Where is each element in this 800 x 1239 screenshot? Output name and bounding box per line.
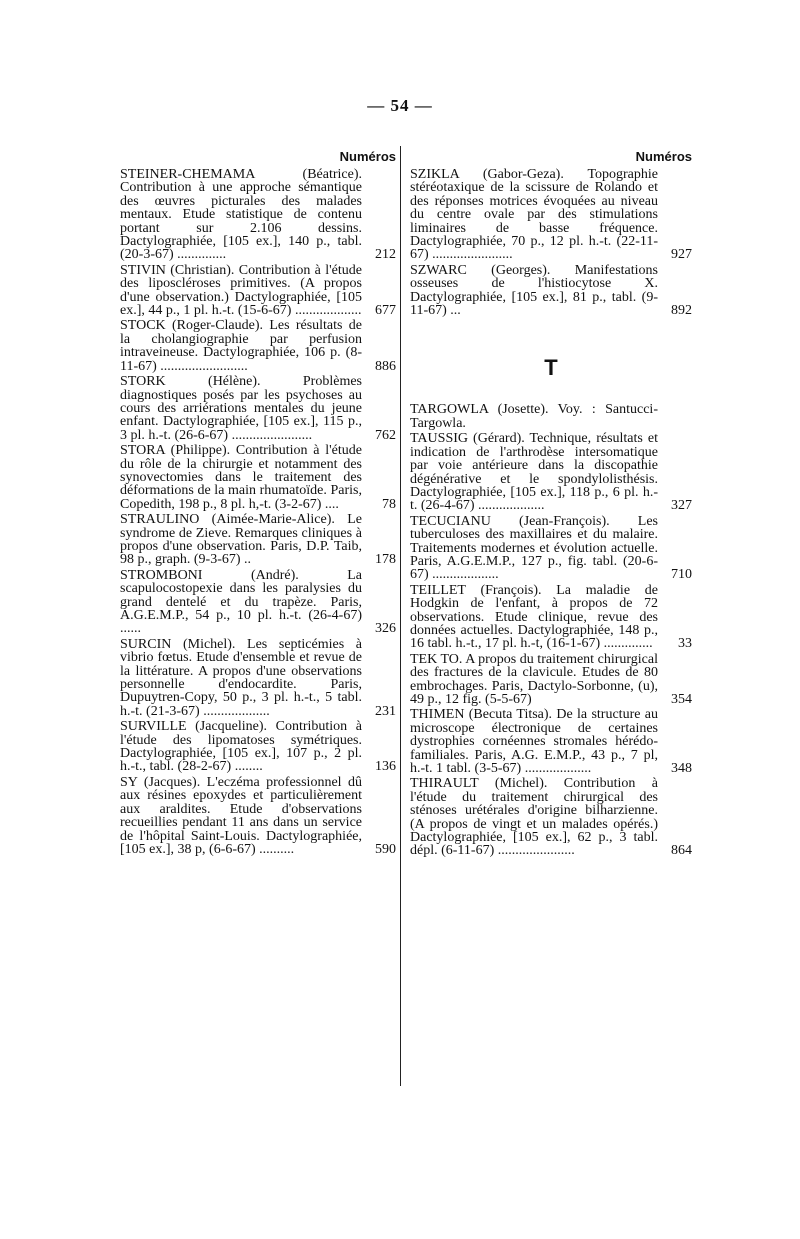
entry-number: 762	[375, 427, 396, 443]
entry-text: SY (Jacques). L'eczéma professionnel dû aux résines epoxydes et particulièrement aux araldites. Etude d'observations recueillies pendant 11 ans dans un service de l'hôpital Saint-Louis. Dactylographiée, [105 ex.], 38 p, (6-6-67) ..........	[120, 774, 362, 857]
entry-list	[120, 168, 396, 856]
index-entry	[410, 515, 692, 582]
index-entry	[120, 264, 396, 318]
index-entry	[410, 584, 692, 651]
entry-number: 590	[375, 841, 396, 857]
entry-number: 892	[671, 303, 692, 319]
entry-text: THIRAULT (Michel). Contribution à l'étude du traitement chirurgical des sténoses urétérales d'origine bilharzienne. (A propos de vingt et un malades opérés.) Dactylographiée, [105 ex.], 62 p., 3 tabl. dépl. (6-11-67) ......................	[410, 776, 658, 859]
entry-number: 710	[671, 567, 692, 583]
index-entry	[410, 264, 692, 318]
entry-number: 886	[375, 358, 396, 374]
entry-number: 327	[671, 498, 692, 514]
entry-text: STORA (Philippe). Contribution à l'étude du rôle de la chirurgie et notamment des synovectomies dans le traitement des déformations de la main rhumatoïde. Paris, Copedith, 198 p., 8 pl. h,-t. (3-2-67) ....	[120, 443, 362, 512]
index-entry	[410, 168, 692, 262]
entry-number: 677	[375, 303, 396, 319]
entry-number: 354	[671, 692, 692, 707]
entry-number: 136	[375, 759, 396, 775]
entry-number: 212	[375, 247, 396, 263]
index-entry	[120, 638, 396, 718]
entry-text: TAUSSIG (Gérard). Technique, résultats et indication de l'arthrodèse intersomatique par voie antérieure dans la discopathie dégénérative et le spondylolisthésis. Dactylographiée, [105 ex.], 118 p., 6 pl. h.-t. (26-4-67) ...................	[410, 431, 658, 514]
entry-text: TARGOWLA (Josette). Voy. : Santucci-Targowla.	[410, 402, 658, 431]
entry-text: STOCK (Roger-Claude). Les résultats de la cholangiographie par perfusion intraveineuse. Dactylographiée, 106 p. (8-11-67) .........................	[120, 318, 362, 374]
entry-text: SURVILLE (Jacqueline). Contribution à l'étude des lipomatoses symétriques. Dactylographiée, [105 ex.], 107 p., 2 pl. h.-t., tabl. (28-2-67) ........	[120, 719, 362, 775]
index-entry	[120, 776, 396, 856]
entry-list	[410, 403, 692, 857]
index-entry	[410, 432, 692, 512]
entry-text: STORK (Hélène). Problèmes diagnostiques posés par les psychoses au cours des arriérations mentales du jeune enfant. Dactylographiée, [105 ex.], 115 p., 3 pl. h.-t. (26-6-67) .......................	[120, 374, 362, 443]
entry-text: TEILLET (François). La maladie de Hodgkin de l'enfant, à propos de 72 observations. Etude clinique, revue des données actuelles. Dactylographiée, 148 p., 16 tabl. h.-t., 17 pl. h.-t, (16-1-67) ..............	[410, 582, 658, 652]
column-divider	[400, 146, 401, 1086]
index-entry	[410, 708, 692, 775]
entry-number: 927	[671, 247, 692, 263]
index-entry	[120, 168, 396, 262]
entry-number: 231	[375, 703, 396, 719]
index-entry	[410, 403, 692, 430]
page-number: — 54 —	[367, 96, 433, 115]
entry-text: STROMBONI (André). La scapulocostopexie dans les paralysies du grand dentelé et du trapèze. Paris, A.G.E.M.P., 54 p., 10 pl. h.-t. (26-4-67) ......	[120, 567, 362, 637]
right-column	[410, 146, 692, 860]
entry-text: THIMEN (Becuta Titsa). De la structure au microscope électronique de certaines dystrophies cornéennes stromales hérédo-familiales. Paris, A.G. E.M.P., 43 p., 7 pl, h.-t. 1 tabl. (3-5-67) ...................	[410, 707, 658, 777]
entry-text: SURCIN (Michel). Les septicémies à vibrio fœtus. Etude d'ensemble et revue de la littérature. A propos d'une observations personnelle d'endocardite. Paris, Dupuytren-Copy, 50 p., 3 pl. h.-t., 5 tabl. h.-t. (21-3-67) ...................	[120, 636, 362, 719]
left-column	[120, 146, 396, 858]
entry-number: 33	[678, 636, 692, 652]
index-entry	[120, 375, 396, 442]
index-entry	[120, 720, 396, 774]
entry-text: STIVIN (Christian). Contribution à l'étude des liposcléroses primitives. (A propos d'une observation.) Dactylographiée, [105 ex.], 44 p., 1 pl. h.-t. (15-6-67) ...................	[120, 262, 362, 319]
entry-text: TEK TO. A propos du traitement chirurgical des fractures de la clavicule. Etudes de 80 embrochages. Paris, Dactylo-Sorbonne, (u), 49 p., 12 fig. (5-5-67)	[410, 651, 658, 707]
entry-number: 326	[375, 621, 396, 637]
entry-number: 78	[382, 496, 396, 512]
entry-text: SZWARC (Georges). Manifestations osseuses de l'histiocytose X. Dactylographiée, [105 ex.], 81 p., tabl. (9-11-67) ...	[410, 262, 658, 319]
entry-text: TECUCIANU (Jean-François). Les tuberculoses des maxillaires et du malaire. Traitements modernes et évolution actuelle. Paris, A.G.E.M.P., 127 p., fig. tabl. (20-6-67) ...................	[410, 513, 658, 583]
entry-list	[410, 168, 692, 317]
index-entry	[120, 444, 396, 511]
entry-number: 178	[375, 552, 396, 568]
index-entry	[410, 777, 692, 857]
index-entry	[120, 513, 396, 567]
entry-number: 348	[671, 761, 692, 777]
entry-text: STRAULINO (Aimée-Marie-Alice). Le syndrome de Zieve. Remarques cliniques à propos d'une observation. Paris, D.P. Taib, 98 p., graph. (9-3-67) ..	[120, 512, 362, 568]
column-header: Numéros	[339, 149, 396, 164]
entry-number: 864	[671, 843, 692, 859]
entry-text: STEINER-CHEMAMA (Béatrice). Contribution à une approche sémantique des œuvres picturales des malades mentaux. Etude statistique de contenu portant sur 2.106 dessins. Dactylographiée, [105 ex.], 140 p., tabl. (20-3-67) ..............	[120, 167, 362, 263]
section-letter: T	[544, 355, 558, 381]
index-entry	[120, 569, 396, 636]
column-header: Numéros	[635, 149, 692, 164]
index-entry	[120, 319, 396, 373]
index-entry	[410, 653, 692, 707]
entry-text: SZIKLA (Gabor-Geza). Topographie stéréotaxique de la scissure de Rolando et des réponses motrices évoquées au niveau du centre ovale par des stimulations liminaires de basse fréquence. Dactylographiée, 70 p., 12 pl. h.-t. (22-11-67) .......................	[410, 167, 658, 263]
